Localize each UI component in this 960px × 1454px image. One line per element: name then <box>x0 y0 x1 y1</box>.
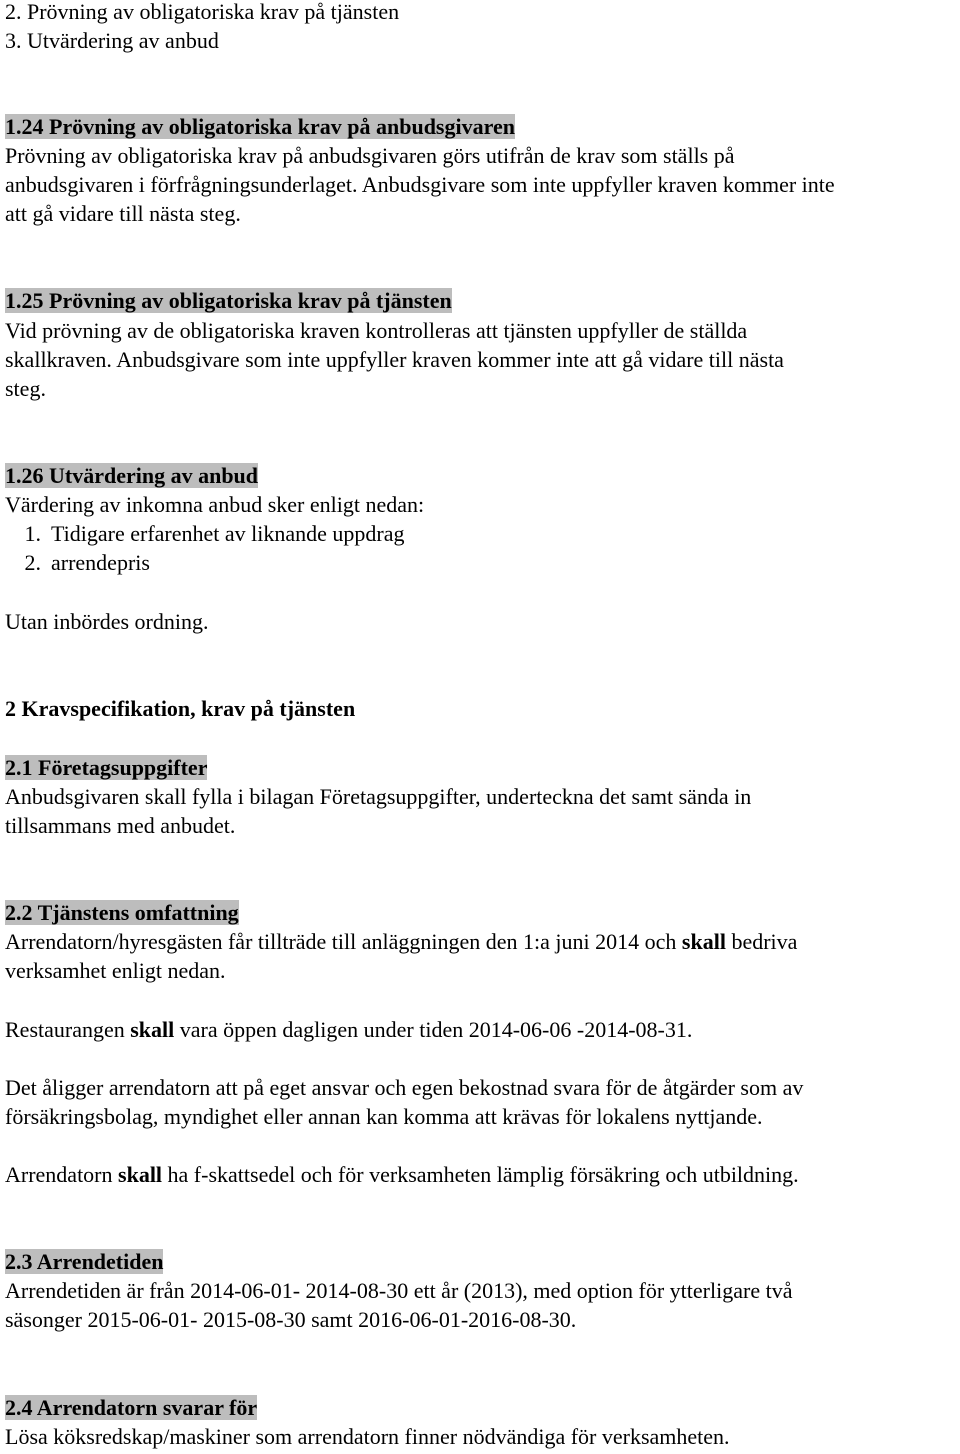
p1-text-b: bedriva <box>725 929 798 954</box>
section-1-24-line-2: anbudsgivaren i förfrågningsunderlaget. Anbudsgivare som inte uppfyller kraven kommer inte <box>5 172 835 197</box>
section-1-26-note: Utan inbördes ordning. <box>5 609 209 634</box>
list-item <box>5 519 405 548</box>
section-2-2-heading-text: 2.2 Tjänstens omfattning <box>5 900 239 925</box>
section-2-1-line-1: Anbudsgivaren skall fylla i bilagan Företagsuppgifter, underteckna det samt sända in <box>5 784 752 809</box>
list-item-text: Tidigare erfarenhet av liknande uppdrag <box>51 521 405 546</box>
section-1-25-line-3: steg. <box>5 376 46 401</box>
section-2-heading: 2 Kravspecifikation, krav på tjänsten <box>5 696 356 721</box>
p2-text-b: vara öppen dagligen under tiden 2014-06-06 -2014-08-31. <box>174 1017 693 1042</box>
section-1-24-line-1: Prövning av obligatoriska krav på anbudsgivaren görs utifrån de krav som ställs på <box>5 143 735 168</box>
section-2-2-heading <box>5 898 239 927</box>
section-2-3-line-2: säsonger 2015-06-01- 2015-08-30 samt 2016-06-01-2016-08-30. <box>5 1307 577 1332</box>
list-item-number: 1. <box>24 521 41 546</box>
section-2-2-paragraph-1-line-1 <box>5 927 797 956</box>
section-1-26-heading <box>5 461 258 490</box>
top-list-item-2: 2. Prövning av obligatoriska krav på tjänsten <box>5 0 400 24</box>
section-2-2-paragraph-3-line-1: Det åligger arrendatorn att på eget ansvar och egen bekostnad svara för de åtgärder som av <box>5 1075 804 1100</box>
p2-text-a: Restaurangen <box>5 1017 131 1042</box>
section-2-1-heading-text: 2.1 Företagsuppgifter <box>5 755 208 780</box>
section-2-2-paragraph-1-line-2: verksamhet enligt nedan. <box>5 958 226 983</box>
top-list-item-3: 3. Utvärdering av anbud <box>5 28 219 53</box>
section-2-3-heading-text: 2.3 Arrendetiden <box>5 1249 164 1274</box>
section-1-26-intro: Värdering av inkomna anbud sker enligt nedan: <box>5 492 425 517</box>
p4-text-a: Arrendatorn <box>5 1162 119 1187</box>
list-item <box>5 548 150 577</box>
section-1-25-heading-text: 1.25 Prövning av obligatoriska krav på tjänsten <box>5 288 452 313</box>
section-1-25-line-2: skallkraven. Anbudsgivare som inte uppfyller kraven kommer inte att gå vidare till nästa <box>5 347 784 372</box>
section-2-4-line-1: Lösa köksredskap/maskiner som arrendatorn finner nödvändiga för verksamheten. <box>5 1424 730 1449</box>
section-2-4-heading-text: 2.4 Arrendatorn svarar för <box>5 1395 258 1420</box>
p4-bold: skall <box>118 1162 163 1187</box>
list-item-text: arrendepris <box>51 550 150 575</box>
section-1-26-heading-text: 1.26 Utvärdering av anbud <box>5 463 259 488</box>
list-item-number: 2. <box>24 550 41 575</box>
section-2-3-heading <box>5 1247 163 1276</box>
p1-text-a: Arrendatorn/hyresgästen får tillträde till anläggningen den 1:a juni 2014 och <box>5 929 682 954</box>
section-1-25-line-1: Vid prövning av de obligatoriska kraven kontrolleras att tjänsten uppfyller de ställda <box>5 318 748 343</box>
p1-bold: skall <box>681 929 726 954</box>
section-2-3-line-1: Arrendetiden är från 2014-06-01- 2014-08-30 ett år (2013), med option för ytterligare två <box>5 1278 793 1303</box>
section-1-24-line-3: att gå vidare till nästa steg. <box>5 201 241 226</box>
section-1-25-heading <box>5 286 452 315</box>
section-2-2-paragraph-4 <box>5 1160 799 1189</box>
section-1-24-heading-text: 1.24 Prövning av obligatoriska krav på anbudsgivaren <box>5 114 515 139</box>
section-2-2-paragraph-2 <box>5 1015 692 1044</box>
p4-text-b: ha f-skattsedel och för verksamheten lämplig försäkring och utbildning. <box>162 1162 799 1187</box>
section-1-24-heading <box>5 112 515 141</box>
section-2-4-heading <box>5 1393 257 1422</box>
section-2-1-line-2: tillsammans med anbudet. <box>5 813 236 838</box>
p2-bold: skall <box>130 1017 175 1042</box>
section-2-2-paragraph-3-line-2: försäkringsbolag, myndighet eller annan kan komma att krävas för lokalens nyttjande. <box>5 1104 763 1129</box>
section-2-1-heading <box>5 753 207 782</box>
